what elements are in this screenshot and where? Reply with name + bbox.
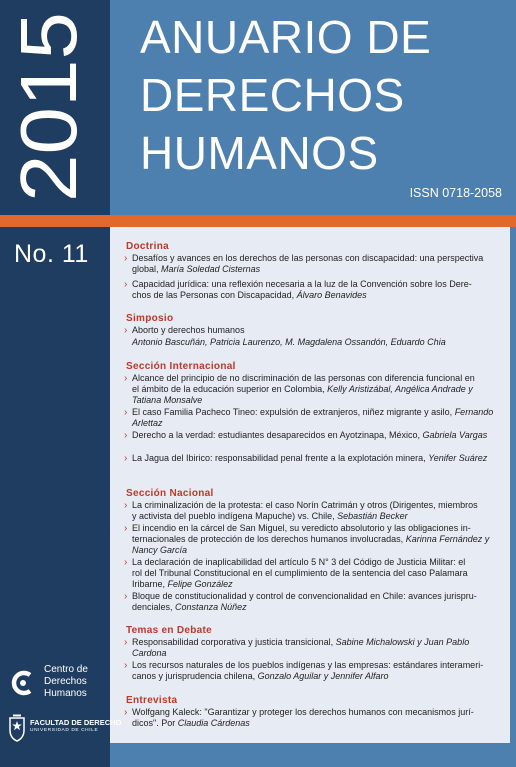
- article-title: dicos". Por: [132, 718, 176, 728]
- faculty-logo: [6, 712, 122, 752]
- article-title: La declaración de inaplicabilidad del artículo 5 N° 3 del Código de Justicia Militar: el: [132, 557, 466, 567]
- journal-title-line-3: HUMANOS: [140, 127, 379, 179]
- article-title: El incendio en la cárcel de San Miguel, su veredicto absolutorio y las obligaciones in-: [132, 523, 471, 533]
- faculty-name: FACULTAD DE DERECHO: [30, 718, 122, 727]
- issue-number: No. 11: [14, 240, 89, 268]
- article-title: Alcance del principio de no discriminación de las personas con diferencia funcional en: [132, 373, 475, 383]
- contents-panel: [110, 227, 516, 743]
- simposio-article-1-authors: [132, 337, 494, 348]
- section-entrevista-title: Entrevista: [126, 695, 178, 706]
- section-doctrina-title: Doctrina: [126, 241, 169, 252]
- doctrina-article-1: [132, 253, 494, 276]
- section-nacional-title: Sección Nacional: [126, 488, 214, 499]
- section-simposio-title: Simposio: [126, 313, 174, 324]
- article-title: La criminalización de la protesta: el caso Norín Catrimán y otros (Dirigentes, miembros: [132, 500, 478, 510]
- section-debate-title: Temas en Debate: [126, 625, 213, 636]
- bottom-bar: [110, 743, 516, 767]
- article-title: La Jagua del Ibirico: responsabilidad penal frente a la explotación minera,: [132, 453, 426, 463]
- article-author: Kelly Aristizábal, Angélica Andrade y Tatiana Monsalve: [132, 384, 473, 406]
- article-title: Iribarne,: [132, 579, 166, 589]
- cdh-line: Derechos: [44, 676, 87, 687]
- debate-article-2: [132, 660, 494, 671]
- article-title: ternacionales de protección de los derechos humanos involucradas,: [132, 534, 404, 544]
- internacional-article-2: [132, 407, 494, 430]
- article-author: Sabine Michalowski y Juan Pablo Cardona: [132, 637, 470, 659]
- internacional-article-1: [132, 373, 494, 384]
- article-author: María Soledad Cisternas: [161, 264, 261, 275]
- article-title: Desafíos y avances en los derechos de las personas con discapacidad: una perspectiva global,: [132, 253, 484, 275]
- article-title: denciales,: [132, 602, 173, 612]
- article-author: Karinna Fernández y Nancy García: [132, 534, 490, 556]
- year-label: 2015: [4, 24, 93, 202]
- journal-title-line-1: ANUARIO DE: [140, 11, 432, 63]
- journal-title-line-2: DERECHOS: [140, 69, 405, 121]
- nacional-article-3-line-2: [132, 568, 494, 579]
- doctrina-article-2: [132, 279, 494, 290]
- entrevista-article-1-line-2: [132, 718, 494, 729]
- university-crest-icon: [8, 714, 26, 742]
- article-author: Álvaro Benavides: [296, 290, 367, 300]
- nacional-article-1-line-2: [132, 511, 494, 522]
- nacional-article-2: [132, 523, 494, 534]
- article-title: Derecho a la verdad: estudiantes desaparecidos en Ayotzinapa, México,: [132, 430, 421, 440]
- nacional-article-1: [132, 500, 494, 511]
- article-title: Los recursos naturales de los pueblos indígenas y las empresas: estándares interameri-: [132, 660, 484, 670]
- article-author: Yenifer Suárez: [428, 453, 488, 463]
- internacional-article-1-line-2: [132, 384, 494, 407]
- article-title: Wolfgang Kaleck: "Garantizar y proteger los derechos humanos con mecanismos jurí-: [132, 707, 474, 717]
- article-title: Capacidad jurídica: una reflexión necesaria a la luz de la Convención sobre los Dere-: [132, 279, 472, 289]
- nacional-article-3: [132, 557, 494, 568]
- cdh-logo-text: [44, 664, 88, 700]
- article-author: Felipe González: [167, 579, 233, 589]
- issn-label: ISSN 0718-2058: [409, 186, 502, 200]
- article-title: Aborto y derechos humanos: [132, 325, 245, 335]
- article-title: rol del Tribunal Constitucional en el cumplimiento de la sentencia del caso Palamara: [132, 568, 468, 578]
- debate-article-2-line-2: [132, 671, 494, 682]
- doctrina-article-2-line-2: [132, 290, 494, 301]
- cdh-logo: [8, 662, 108, 704]
- article-title: El caso Familia Pacheco Tineo: expulsión de extranjeros, niñez migrante y asilo,: [132, 407, 453, 417]
- article-title: chos de las Personas con Discapacidad,: [132, 290, 295, 300]
- article-title: canos y jurisprudencia chilena,: [132, 671, 256, 681]
- title-banner: [110, 0, 516, 215]
- article-title: Responsabilidad corporativa y justicia transicional,: [132, 637, 334, 647]
- orange-divider: [0, 215, 516, 227]
- article-title: el ámbito de la educación superior en Colombia,: [132, 384, 325, 394]
- article-author: Sebastián Becker: [337, 511, 408, 521]
- article-author: Fernando Arlettaz: [132, 407, 494, 429]
- article-author: Gonzalo Aguilar y Jennifer Alfaro: [257, 671, 389, 681]
- university-name: UNIVERSIDAD DE CHILE: [30, 728, 99, 733]
- internacional-article-3: [132, 430, 494, 441]
- cdh-line: Centro de: [44, 664, 88, 675]
- article-author: Constanza Núñez: [175, 602, 247, 612]
- year-svg: [4, 6, 93, 202]
- nacional-article-2-line-2: [132, 534, 494, 557]
- section-internacional-title: Sección Internacional: [126, 361, 236, 372]
- article-author: Gabriela Vargas: [422, 430, 488, 440]
- internacional-article-4: [132, 453, 494, 464]
- simposio-article-1: [132, 325, 494, 336]
- cdh-logo-icon: [10, 670, 36, 696]
- nacional-article-4: [132, 591, 494, 602]
- article-title: y activista del pueblo indígena Mapuche) vs. Chile,: [132, 511, 335, 521]
- article-author: Claudia Cárdenas: [177, 718, 250, 728]
- entrevista-article-1: [132, 707, 494, 718]
- year-vertical: [4, 6, 93, 202]
- article-author: Antonio Bascuñán, Patricia Laurenzo, M. Magdalena Ossandón, Eduardo Chia: [132, 337, 446, 347]
- article-title: Bloque de constitucionalidad y control de convencionalidad en Chile: avances jurispru-: [132, 591, 477, 601]
- cdh-line: Humanos: [44, 688, 87, 699]
- debate-article-1: [132, 637, 494, 660]
- nacional-article-4-line-2: [132, 602, 494, 613]
- nacional-article-3-line-3: [132, 579, 494, 590]
